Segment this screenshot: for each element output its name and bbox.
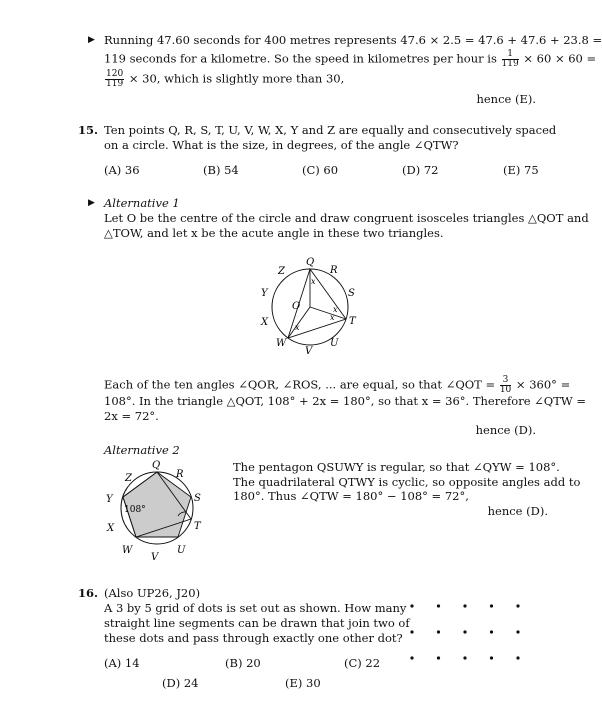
q16-line-4: these dots and pass through exactly one other dot? xyxy=(104,631,403,645)
grid-dot xyxy=(410,656,413,659)
grid-dot xyxy=(437,604,440,607)
label-O: O xyxy=(292,301,301,312)
label-S: S xyxy=(194,493,201,504)
intro-line-3: $\frac{120}{119}$ × 30, which is slightly more than 30, xyxy=(106,69,345,89)
label-W: W xyxy=(276,338,287,349)
alt1-after-2: 108°. In the triangle △QOT, 108° + 2x = 180°, so that x = 36°. Therefore ∠QTW = xyxy=(104,394,587,408)
grid-dot xyxy=(516,604,519,607)
bullet-triangle-icon: ▶ xyxy=(88,198,95,208)
q15-line-2: on a circle. What is the size, in degrees, of the angle ∠QTW? xyxy=(104,138,459,152)
q16-option-b[interactable]: (B) 20 xyxy=(225,656,261,670)
alt1-hence: hence (D). xyxy=(475,423,536,437)
intro-line-2: 119 seconds for a kilometre. So the speed in kilometres per hour is $\frac{1}{119}$ × 60 × 60 = xyxy=(104,49,597,69)
grid-dot xyxy=(437,656,440,659)
q15-option-d[interactable]: (D) 72 xyxy=(402,163,439,177)
label-U: U xyxy=(177,545,186,556)
label-x: x xyxy=(311,277,316,286)
q16-option-c[interactable]: (C) 22 xyxy=(344,656,381,670)
grid-dot xyxy=(516,630,519,633)
q15-option-a[interactable]: (A) 36 xyxy=(104,163,140,177)
grid-dot xyxy=(463,604,466,607)
grid-dot xyxy=(490,604,493,607)
alt2-title: Alternative 2 xyxy=(104,443,180,457)
intro-line-1: Running 47.60 seconds for 400 metres represents 47.6 × 2.5 = 47.6 + 47.6 + 23.8 = xyxy=(104,33,602,47)
alt2-pentagon-diagram xyxy=(100,456,215,568)
q16-option-e[interactable]: (E) 30 xyxy=(285,676,321,690)
bullet-triangle-icon: ▶ xyxy=(88,35,95,45)
alt1-line-2: △TOW, and let x be the acute angle in these two triangles. xyxy=(104,226,444,240)
grid-dot xyxy=(463,630,466,633)
alt1-after-3: 2x = 72°. xyxy=(104,409,159,423)
intro-hence: hence (E). xyxy=(476,92,536,106)
label-U: U xyxy=(330,338,339,349)
grid-dot xyxy=(437,630,440,633)
label-x: x xyxy=(333,305,338,314)
alt1-after-1: Each of the ten angles ∠QOR, ∠ROS, ... are equal, so that ∠QOT = $\frac{3}{10}$ × 360° = xyxy=(104,375,571,395)
label-X: X xyxy=(107,523,115,534)
label-x: x xyxy=(330,313,335,322)
label-V: V xyxy=(151,552,159,563)
label-T: T xyxy=(349,316,356,327)
alt1-line-1: Let O be the centre of the circle and draw congruent isosceles triangles △QOT and xyxy=(104,211,589,225)
alt1-title: Alternative 1 xyxy=(104,196,180,210)
alt2-line-2: The quadrilateral QTWY is cyclic, so opposite angles add to xyxy=(233,475,581,489)
grid-dot xyxy=(490,656,493,659)
label-Y: Y xyxy=(106,494,113,505)
grid-dot xyxy=(490,630,493,633)
label-Y: Y xyxy=(261,288,268,299)
label-Q: Q xyxy=(152,460,161,471)
q16-line-2: A 3 by 5 grid of dots is set out as shown. How many xyxy=(104,601,407,615)
q15-option-c[interactable]: (C) 60 xyxy=(302,163,339,177)
label-R: R xyxy=(330,265,338,276)
q15-option-b[interactable]: (B) 54 xyxy=(203,163,239,177)
alt2-line-1: The pentagon QSUWY is regular, so that ∠QYW = 108°. xyxy=(233,460,560,474)
q15-line-1: Ten points Q, R, S, T, U, V, W, X, Y and Z are equally and consecutively spaced xyxy=(104,123,557,137)
q16-option-d[interactable]: (D) 24 xyxy=(162,676,199,690)
q16-number: 16. xyxy=(78,586,99,600)
angle-label: 108° xyxy=(124,505,146,515)
alt2-line-3: 180°. Thus ∠QTW = 180° − 108° = 72°, xyxy=(233,489,469,503)
q15-number: 15. xyxy=(78,123,99,137)
label-Z: Z xyxy=(278,266,285,277)
q16-option-a[interactable]: (A) 14 xyxy=(104,656,140,670)
label-T: T xyxy=(194,521,201,532)
q15-option-e[interactable]: (E) 75 xyxy=(503,163,539,177)
alt2-hence: hence (D). xyxy=(487,504,548,518)
grid-dot xyxy=(516,656,519,659)
label-Q: Q xyxy=(306,257,315,268)
grid-dot xyxy=(410,630,413,633)
label-V: V xyxy=(305,346,313,357)
label-X: X xyxy=(261,317,269,328)
label-W: W xyxy=(122,545,133,556)
q16-line-1: (Also UP26, J20) xyxy=(104,586,201,600)
q16-line-3: straight line segments can be drawn that join two of xyxy=(104,616,410,630)
label-Z: Z xyxy=(125,473,132,484)
q16-dot-grid xyxy=(404,596,524,666)
grid-dot xyxy=(463,656,466,659)
alt1-circle-diagram xyxy=(250,254,370,364)
grid-dot xyxy=(410,604,413,607)
label-R: R xyxy=(176,469,184,480)
label-S: S xyxy=(348,288,355,299)
label-x: x xyxy=(295,323,300,332)
